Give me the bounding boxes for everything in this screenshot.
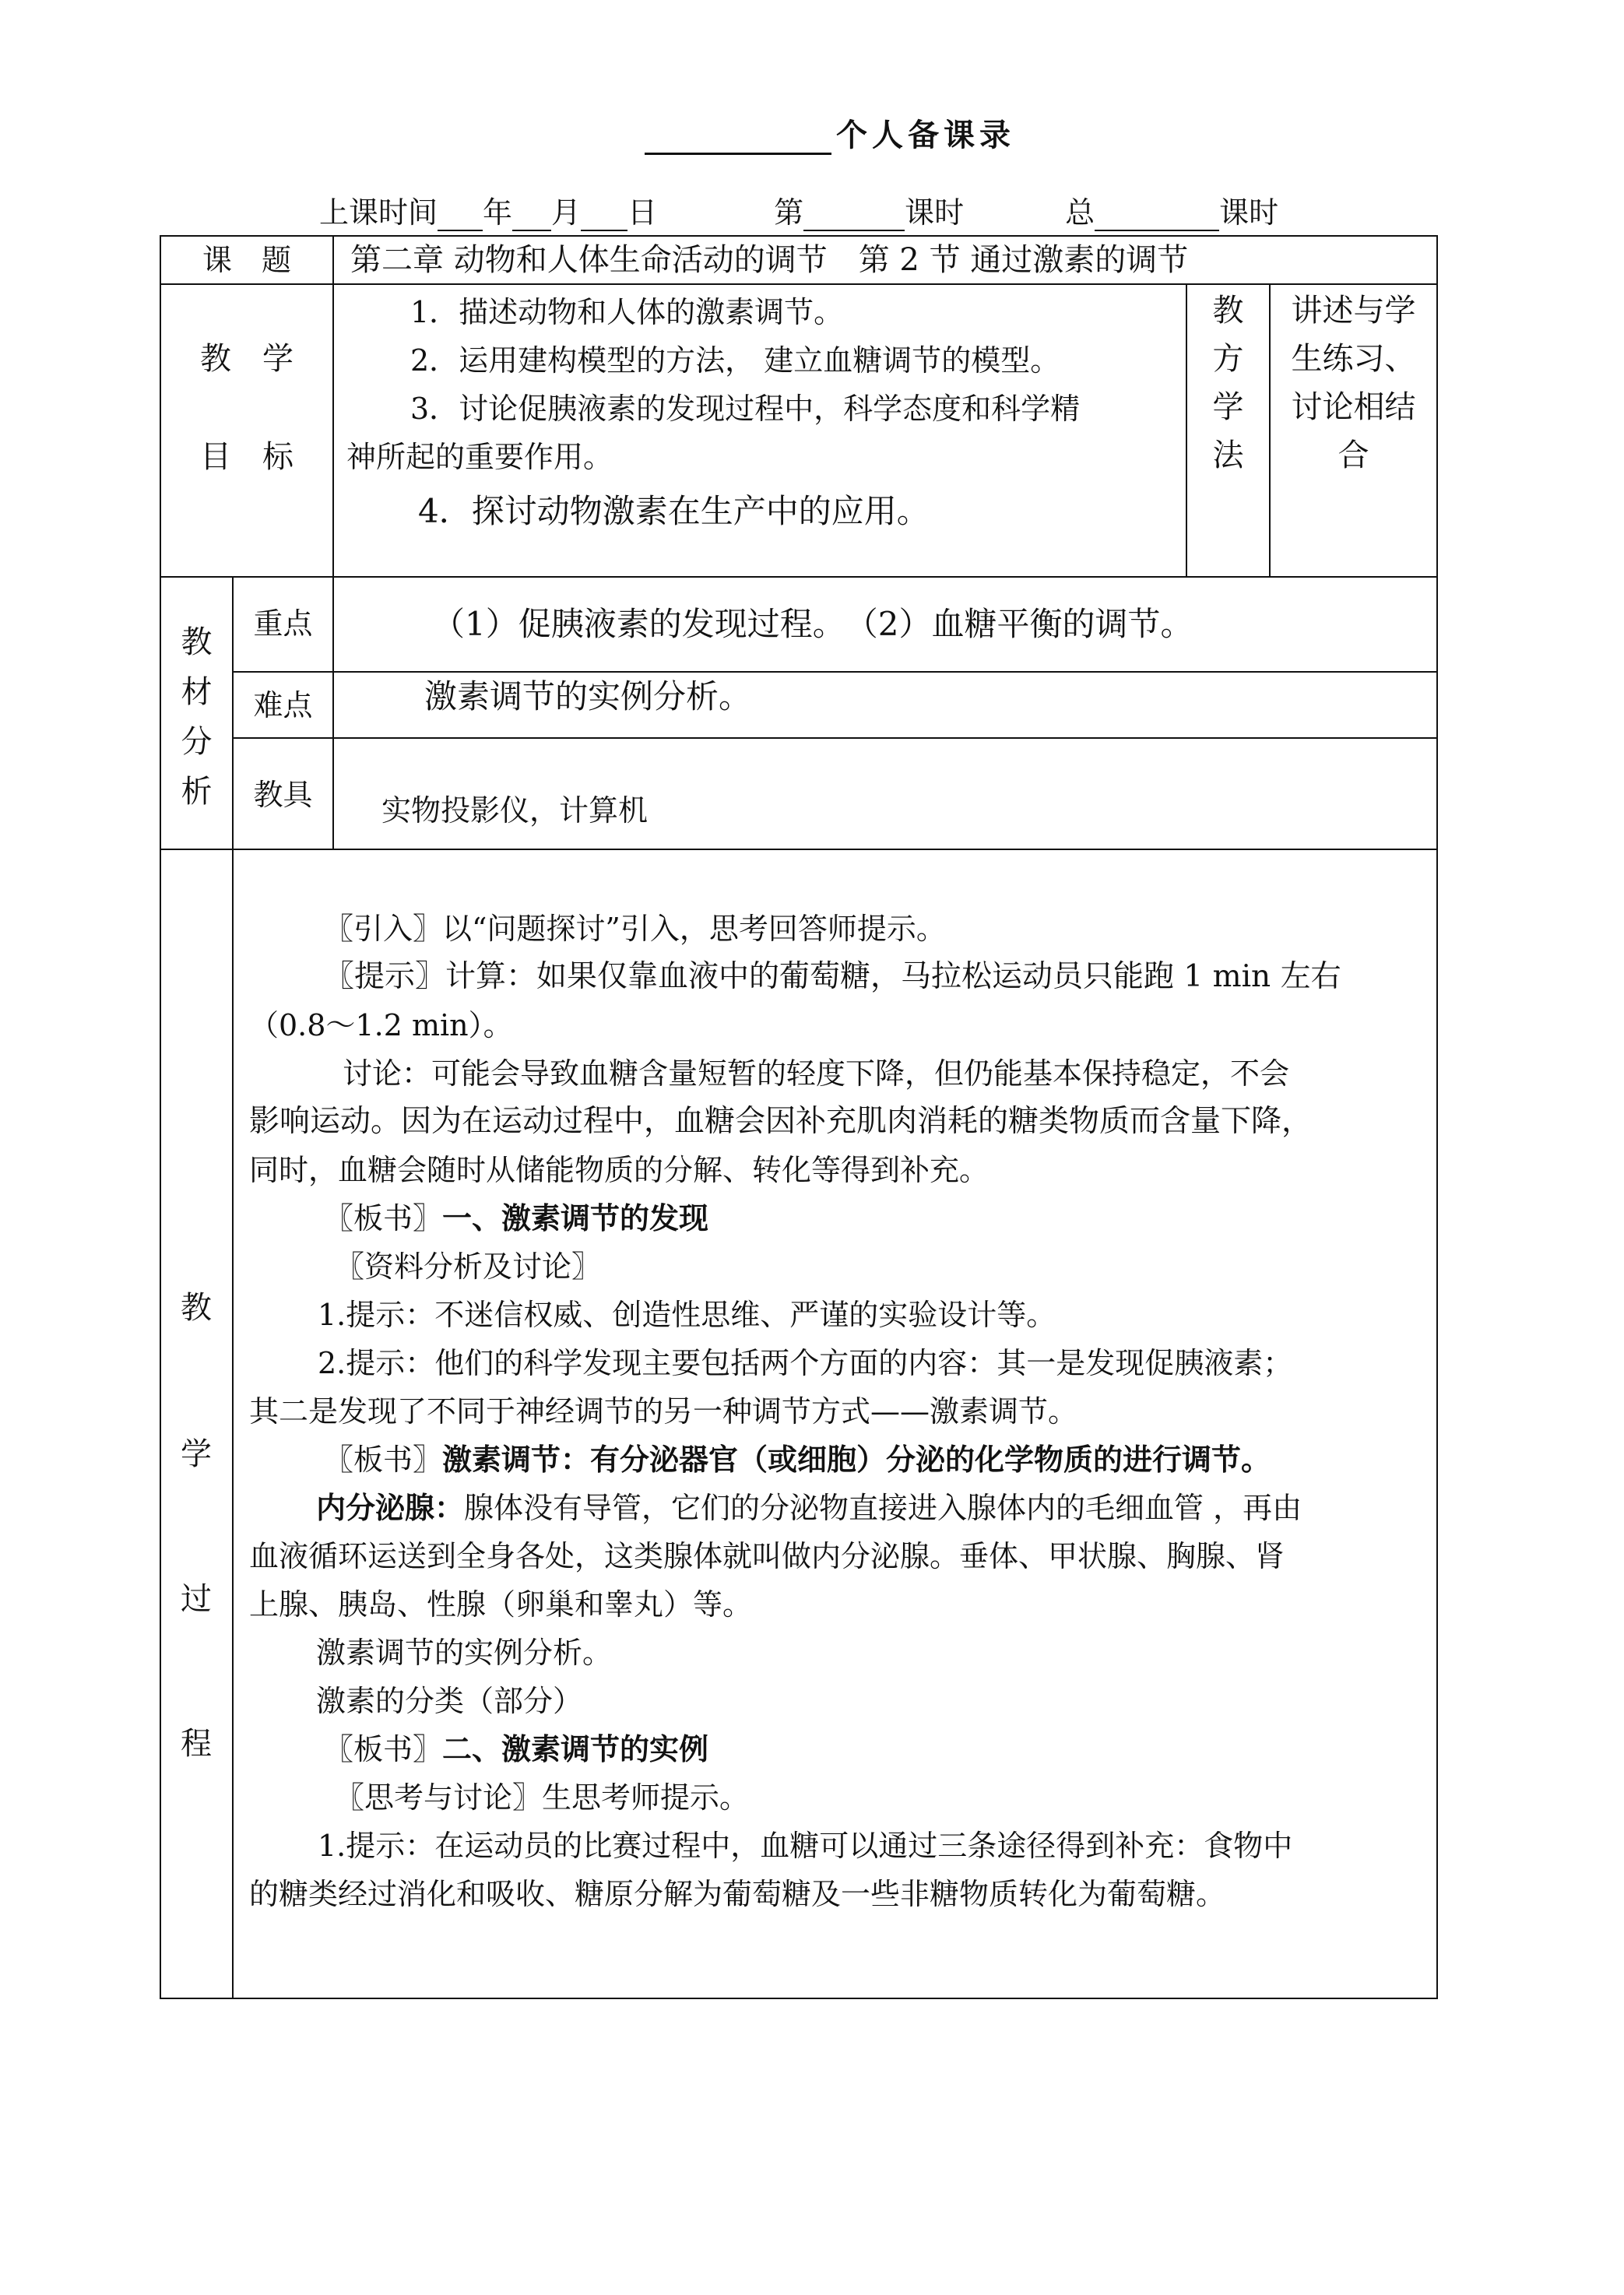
month-label: 月 (551, 195, 582, 230)
key-label: 重点 (253, 606, 313, 641)
process-label-char: 教 (181, 1290, 212, 1326)
objectives-label-bottom: 目 标 (200, 439, 294, 475)
method-label-char: 教 (1212, 293, 1244, 329)
period-suffix: 课时 (905, 195, 965, 230)
objective-item: 3．讨论促胰液素的发现过程中，科学态度和科学精 (410, 392, 1081, 426)
analysis-label-char: 材 (181, 674, 213, 710)
process-line: 影响运动。因为在运动过程中，血糖会因补充肌肉消耗的糖类物质而含量下降， (249, 1104, 1313, 1139)
class-time-label: 上课时间 (319, 195, 438, 230)
year-blank[interactable] (438, 202, 483, 231)
rule-after-difficult (232, 737, 1438, 739)
tools-value: 实物投影仪，计算机 (381, 793, 649, 828)
objectives-label-top: 教 学 (200, 341, 294, 377)
process-line (249, 1436, 1429, 1484)
process-line (249, 1725, 1429, 1773)
objective-item: 神所起的重要作用。 (346, 440, 613, 474)
analysis-label-char: 教 (181, 624, 213, 660)
rule-bottom (160, 1998, 1438, 1999)
process-line (249, 1484, 1429, 1532)
rule-after-analysis (160, 849, 1438, 850)
process-label-char: 程 (181, 1726, 212, 1762)
method-value-line: 讨论相结 (1291, 389, 1416, 425)
process-line: 同时，血糖会随时从储能物质的分解、转化等得到补充。 (249, 1153, 990, 1187)
board-heading: 激素调节：有分泌器官（或细胞）分泌的化学物质的进行调节。 (442, 1442, 1271, 1477)
process-line (249, 1194, 1429, 1242)
objectives-list (346, 288, 1183, 576)
year-label: 年 (483, 195, 513, 230)
key-value: （1）促胰液素的发现过程。 （2）血糖平衡的调节。 (432, 605, 1193, 643)
analysis-label (161, 617, 232, 817)
rule-right (1436, 235, 1438, 1999)
board-heading: 一、激素调节的发现 (442, 1200, 709, 1235)
day-label: 日 (627, 195, 658, 230)
title-blank-line (645, 121, 831, 155)
process-line: 上腺、胰岛、性腺（卵巢和睾丸）等。 (249, 1587, 753, 1622)
term-label: 内分泌腺： (316, 1490, 465, 1525)
process-line: 的糖类经过消化和吸收、糖原分解为葡萄糖及一些非糖物质转化为葡萄糖。 (249, 1877, 1226, 1911)
difficult-label: 难点 (253, 688, 313, 722)
method-value (1271, 286, 1436, 480)
process-line: 其二是发现了不同于神经调节的另一种调节方式——激素调节。 (249, 1394, 1078, 1429)
process-line: 〖提示〗计算：如果仅靠血液中的葡萄糖，马拉松运动员只能跑 1 min 左右 (324, 959, 1341, 994)
process-line: 2.提示：他们的科学发现主要包括两个方面的内容：其一是发现促胰液素； (318, 1346, 1293, 1380)
process-line: 血液循环运送到全身各处，这类腺体就叫做内分泌腺。垂体、甲状腺、胸腺、肾 (249, 1539, 1285, 1573)
process-label-char: 过 (181, 1581, 212, 1617)
rule-after-objectives (160, 576, 1438, 578)
process-line: 〖引入〗以“问题探讨”引入，思考回答师提示。 (324, 912, 946, 946)
process-line: 激素的分类（部分） (316, 1684, 583, 1718)
process-line: 讨论：可能会导致血糖含量短暂的轻度下降，但仍能基本保持稳定，不会 (343, 1056, 1290, 1091)
process-line: 1.提示：不迷信权威、创造性思维、严谨的实验设计等。 (318, 1298, 1056, 1332)
process-line: 〖资料分析及讨论〗 (335, 1249, 602, 1284)
objective-item: 2．运用建构模型的方法， 建立血糖调节的模型。 (410, 343, 1060, 378)
tools-label: 教具 (253, 778, 313, 812)
topic-label: 课 题 (202, 243, 291, 277)
total-blank[interactable] (1095, 202, 1219, 231)
analysis-label-char: 析 (181, 774, 213, 810)
board-tag: 〖板书〗 (324, 1732, 443, 1766)
total-prefix: 总 (1065, 195, 1095, 230)
process-line: 〖思考与讨论〗生思考师提示。 (335, 1780, 750, 1815)
method-value-line: 讲述与学 (1291, 293, 1416, 329)
month-blank[interactable] (512, 202, 551, 231)
method-value-line: 合 (1338, 438, 1369, 473)
process-content (249, 905, 1429, 1918)
process-line: （0.8～1.2 min）。 (249, 1008, 513, 1042)
method-label (1187, 286, 1269, 480)
board-tag: 〖板书〗 (324, 1443, 443, 1477)
process-line: 1.提示：在运动员的比赛过程中，血糖可以通过三条途径得到补充：食物中 (318, 1829, 1293, 1863)
method-label-char: 法 (1212, 438, 1244, 473)
page-title (645, 111, 1049, 157)
total-suffix: 课时 (1219, 195, 1279, 230)
method-label-char: 学 (1212, 389, 1244, 425)
method-value-line: 生练习、 (1291, 341, 1416, 377)
analysis-label-char: 分 (181, 724, 213, 760)
objective-item: 1．描述动物和人体的激素调节。 (410, 295, 844, 329)
class-time-line (319, 188, 1409, 230)
board-heading: 二、激素调节的实例 (442, 1731, 709, 1766)
period-blank[interactable] (803, 202, 905, 231)
process-label-char: 学 (181, 1436, 212, 1472)
day-blank[interactable] (581, 202, 627, 231)
topic-value: 第二章 动物和人体生命活动的调节 第 2 节 通过激素的调节 (350, 242, 1189, 278)
difficult-value: 激素调节的实例分析。 (424, 677, 752, 715)
objective-item: 4．探讨动物激素在生产中的应用。 (418, 492, 930, 530)
period-prefix: 第 (774, 195, 804, 230)
board-tag: 〖板书〗 (324, 1201, 443, 1235)
method-label-char: 方 (1212, 341, 1244, 377)
rule-sub-label-col (332, 576, 334, 850)
title-text: 个人备课录 (836, 117, 1015, 153)
rule-label-col (332, 235, 334, 578)
term-definition: 腺体没有导管，它们的分泌物直接进入腺体内的毛细血管 ，再由 (464, 1491, 1302, 1525)
process-line: 激素调节的实例分析。 (316, 1636, 613, 1670)
